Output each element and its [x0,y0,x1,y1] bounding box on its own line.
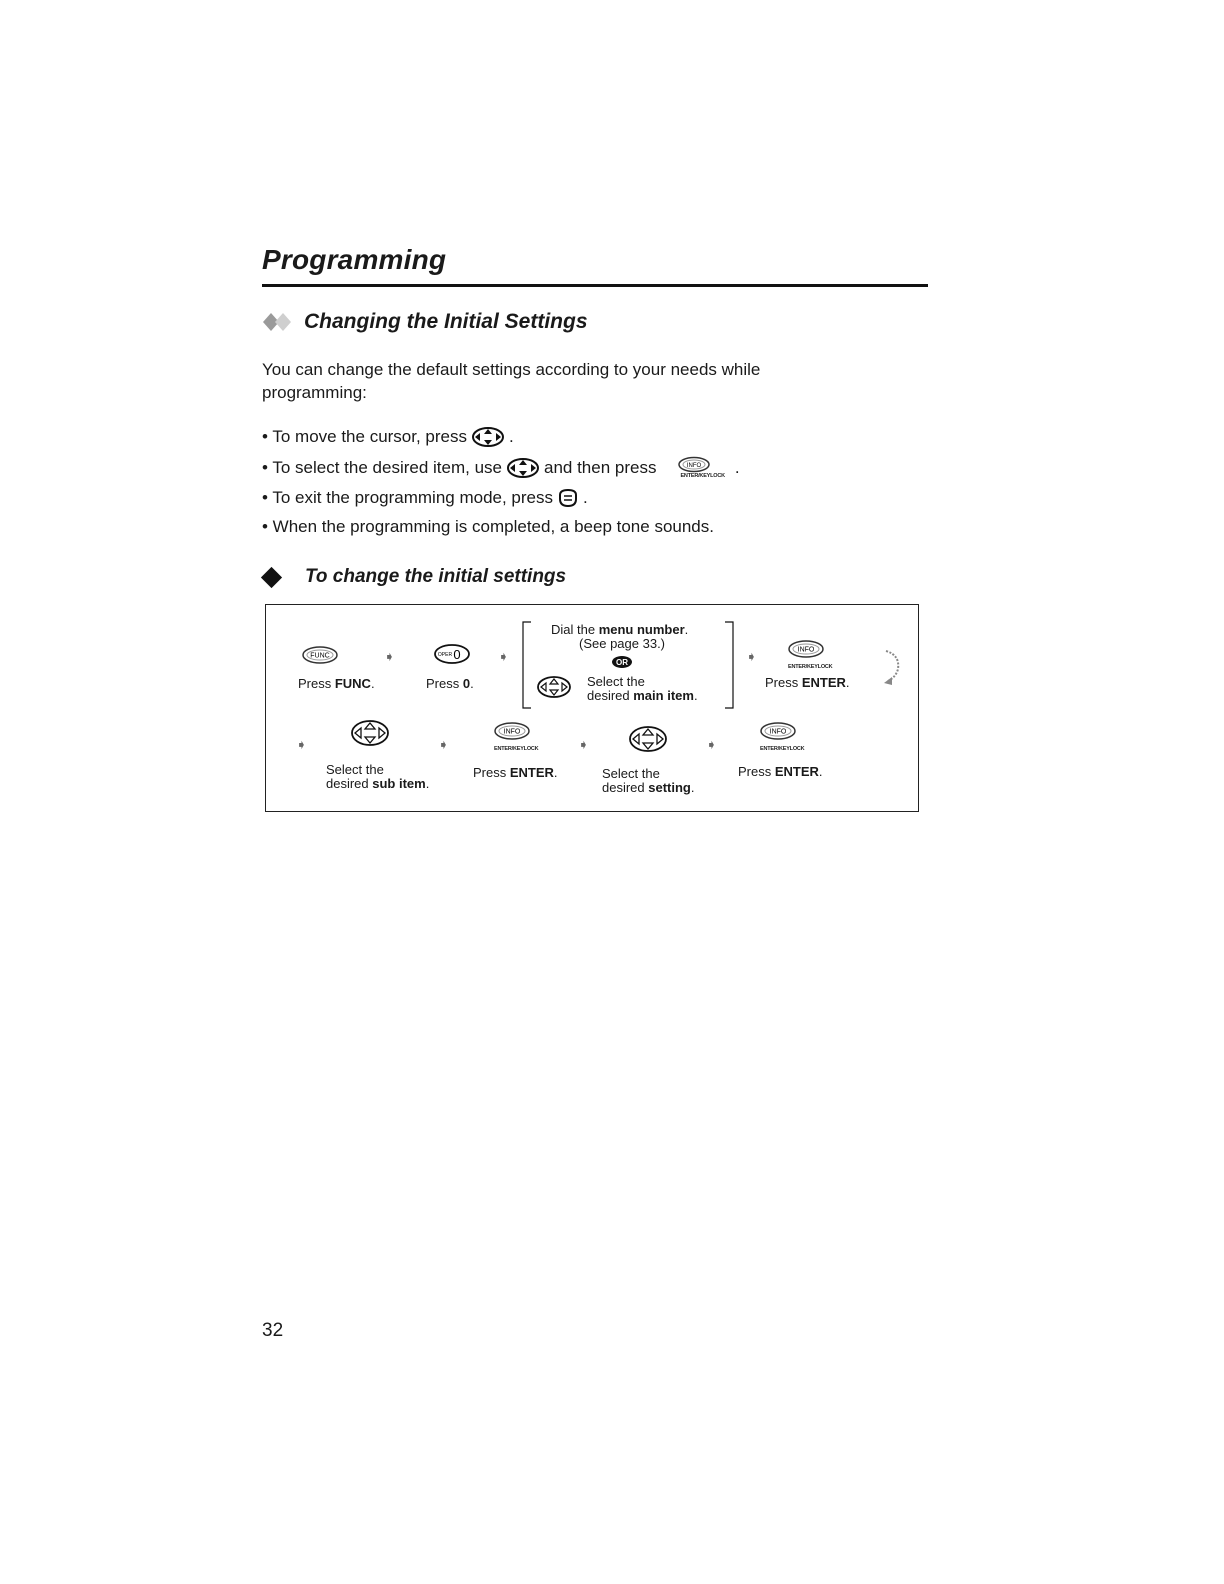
label-bold: menu number [598,622,685,637]
title-divider [262,284,928,287]
label-suffix: . [693,688,698,703]
navigator-key-icon [350,719,390,747]
bullet-end: . [583,488,588,507]
label-bold: setting [648,780,691,795]
select-setting-line1: Select the [602,766,660,781]
arrow-right-icon: ➧ [746,649,757,664]
bullet-exit [262,488,588,508]
enter-key-caption: ENTER/KEYLOCK [788,664,833,670]
left-bracket [522,621,532,709]
select-sub-item-line2 [326,777,429,791]
bullet-text: • To exit the programming mode, press [262,488,553,507]
label-bold: ENTER [509,765,554,780]
navigator-key-icon [471,426,505,448]
zero-key-label: 0 [453,647,461,662]
enter-key-icon [492,721,539,752]
subsection-heading [262,566,566,588]
arrow-right-icon: ➧ [384,649,395,664]
bullet-select-item [262,456,740,479]
diamond-bullet-icon [261,566,282,587]
dial-menu-number-text [551,623,688,637]
double-diamond-icon [262,311,298,333]
arrow-right-icon: ➧ [706,737,717,752]
or-badge [611,655,633,669]
step-press-enter-2 [473,766,558,780]
step-press-enter-3 [738,765,823,779]
step-press-zero [426,677,474,691]
label-prefix: desired [587,688,634,703]
label-suffix: . [470,676,474,691]
label-prefix: Press [426,676,463,691]
label-suffix: . [684,622,689,637]
func-key-icon [300,645,340,665]
continue-arrow-icon [882,647,904,687]
arrow-right-icon: ➧ [498,649,509,664]
bullet-middle: and then press [543,457,657,477]
bullet-move-cursor [262,426,514,448]
navigator-key-icon [506,457,540,479]
enter-key-icon [758,721,805,752]
section-title: Changing the Initial Settings [304,310,588,333]
enter-key-caption: ENTER/KEYLOCK [760,746,805,752]
enter-key-caption: ENTER/KEYLOCK [494,746,539,752]
label-suffix: . [845,675,850,690]
label-suffix: . [425,776,430,791]
arrow-right-icon: ➧ [578,737,589,752]
see-page-text: (See page 33.) [579,636,666,651]
label-suffix: . [818,764,823,779]
label-prefix: Press [473,765,510,780]
enter-key-label: INFO [769,728,787,736]
steps-diagram [265,604,919,812]
label-prefix: Press [765,675,802,690]
intro-paragraph: You can change the default settings according to your needs while programming: [262,360,761,402]
label-bold: ENTER [801,675,846,690]
label-prefix: desired [326,776,373,791]
zero-key-small-label: OPER [437,652,453,658]
enter-key-label: INFO [686,463,701,469]
page-number: 32 [262,1320,284,1341]
label-prefix: Press [738,764,775,779]
arrow-right-icon: ➧ [438,737,449,752]
exit-key-icon [557,488,579,508]
label-bold: 0 [462,676,471,691]
bullet-end: . [734,457,740,477]
label-suffix: . [370,676,375,691]
enter-key-label: INFO [503,728,521,736]
bullet-end: . [509,427,514,446]
label-bold: ENTER [774,764,819,779]
func-key-label: FUNC [310,652,330,660]
bullet-text: • To select the desired item, use [262,457,502,477]
enter-key-label: INFO [797,646,815,654]
label-suffix: . [690,780,695,795]
arrow-right-icon: ➧ [296,737,307,752]
right-bracket [724,621,734,709]
step-press-enter-1 [765,676,850,690]
label-prefix: Dial the [551,622,599,637]
select-setting-line2 [602,781,695,795]
bullet-text: • When the programming is completed, a beep tone sounds. [262,517,714,536]
step-press-func [298,677,375,691]
enter-key-icon [662,456,724,479]
subsection-title: To change the initial settings [305,566,567,587]
bullet-text: • To move the cursor, press [262,427,468,446]
label-bold: main item [633,688,694,703]
zero-key-icon [432,643,472,665]
label-prefix: desired [602,780,649,795]
enter-key-icon [786,639,833,670]
navigator-key-icon [536,675,572,699]
page-title: Programming [262,244,447,275]
section-heading [262,310,588,334]
label-bold: sub item [372,776,426,791]
select-main-item-line2 [587,689,698,703]
select-main-item-line1: Select the [587,674,645,689]
navigator-key-icon [628,725,668,753]
or-label: OR [616,658,628,667]
bullet-completed [262,517,714,537]
enter-key-caption: ENTER/KEYLOCK [680,473,725,479]
label-suffix: . [553,765,558,780]
select-sub-item-line1: Select the [326,762,384,777]
label-prefix: Press [298,676,335,691]
label-bold: FUNC [334,676,371,691]
